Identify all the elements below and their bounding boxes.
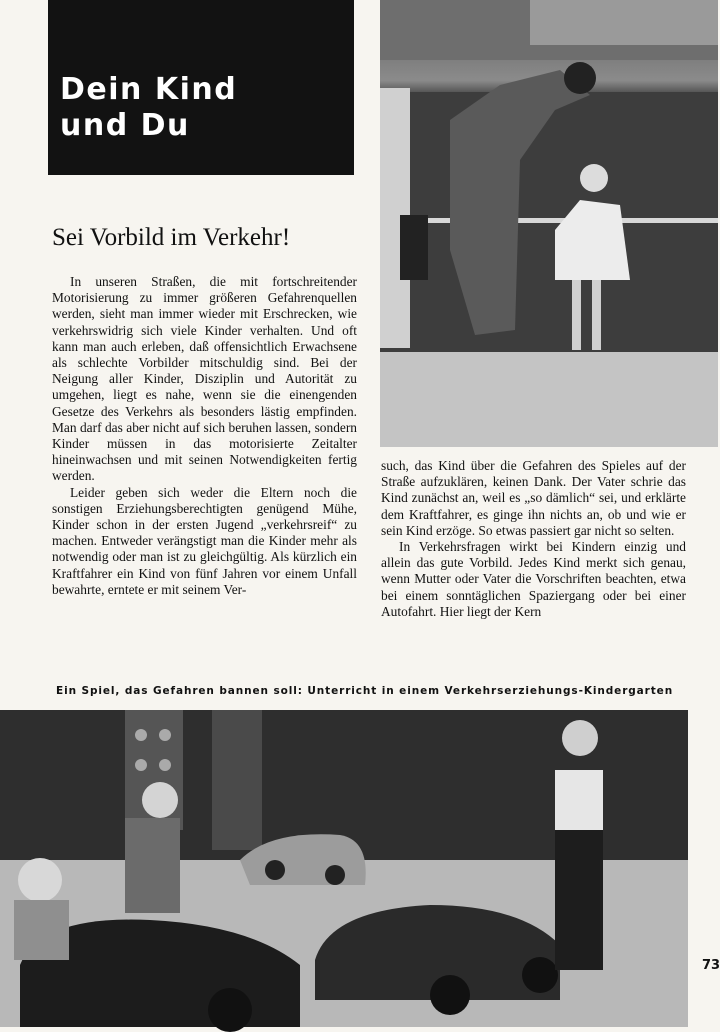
- article-column-left: [52, 274, 357, 598]
- street-crossing-photo: [380, 0, 718, 447]
- title-line-2: und Du: [60, 108, 190, 143]
- article-headline: Sei Vorbild im Verkehr!: [52, 224, 291, 251]
- article-paragraph: In unseren Straßen, die mit fortschreitender Motorisierung zu immer größeren Gefahrenquellen werden, sieht man immer wieder mit Erschrecken, wie verkehrswidrig sich viele Kinder verhalten. Und oft kann man auch erleben, daß offensichtlich Erwachsene als schlechte Vorbilder mitschuldig sind. Bei der Neigung aller Kinder, Disziplin und Autorität zu umgehen, liegt es nahe, wenn sie die einengenden Gesetze des Verkehrs als besonders lästig empfinden. Man darf das aber nicht auf sich beruhen lassen, sondern Kinder müssen in das motorisierte Zeitalter hineinwachsen und mit seinen Notwendigkeiten fertig werden.: [52, 274, 357, 484]
- title-block: [48, 0, 354, 175]
- traffic-kindergarten-illustration: [0, 710, 688, 1027]
- photo-caption: Ein Spiel, das Gefahren bannen soll: Unterricht in einem Verkehrserziehungs-Kindergarten: [56, 685, 674, 697]
- article-paragraph: In Verkehrsfragen wirkt bei Kindern einzig und allein das gute Vorbild. Jedes Kind merkt sich genau, wenn Mutter oder Vater die Vorschriften beachten, etwa bei einem sonntäglichen Spaziergang oder bei einer Autofahrt. Hier liegt der Kern: [381, 539, 686, 619]
- traffic-kindergarten-photo: [0, 710, 688, 1027]
- page-number: 73: [702, 958, 720, 973]
- title-line-1: Dein Kind: [60, 72, 238, 107]
- article-paragraph: Leider geben sich weder die Eltern noch die sonstigen Erziehungsberechtigten genügend Mühe, Kinder schon in der ersten Jugend „verkehrsreif“ zu machen. Entweder verängstigt man die Kinder mehr als notwendig oder man ist zu gleichgültig. Als kürzlich ein Kraftfahrer ein Kind von fünf Jahren vor einem Unfall bewahrte, erntete er mit seinem Ver-: [52, 484, 357, 597]
- article-column-right: [381, 458, 686, 620]
- article-paragraph: such, das Kind über die Gefahren des Spieles auf der Straße aufzuklären, keinen Dank. Der Vater schrie das Kind zunächst an, weil es „so dämlich“ sei, und erklärte dem Kraftfahrer, es ginge ihn nichts an, ob und wie er sein Kind erzöge. So etwas passiert gar nicht so selten.: [381, 458, 686, 538]
- street-crossing-illustration: [380, 0, 718, 447]
